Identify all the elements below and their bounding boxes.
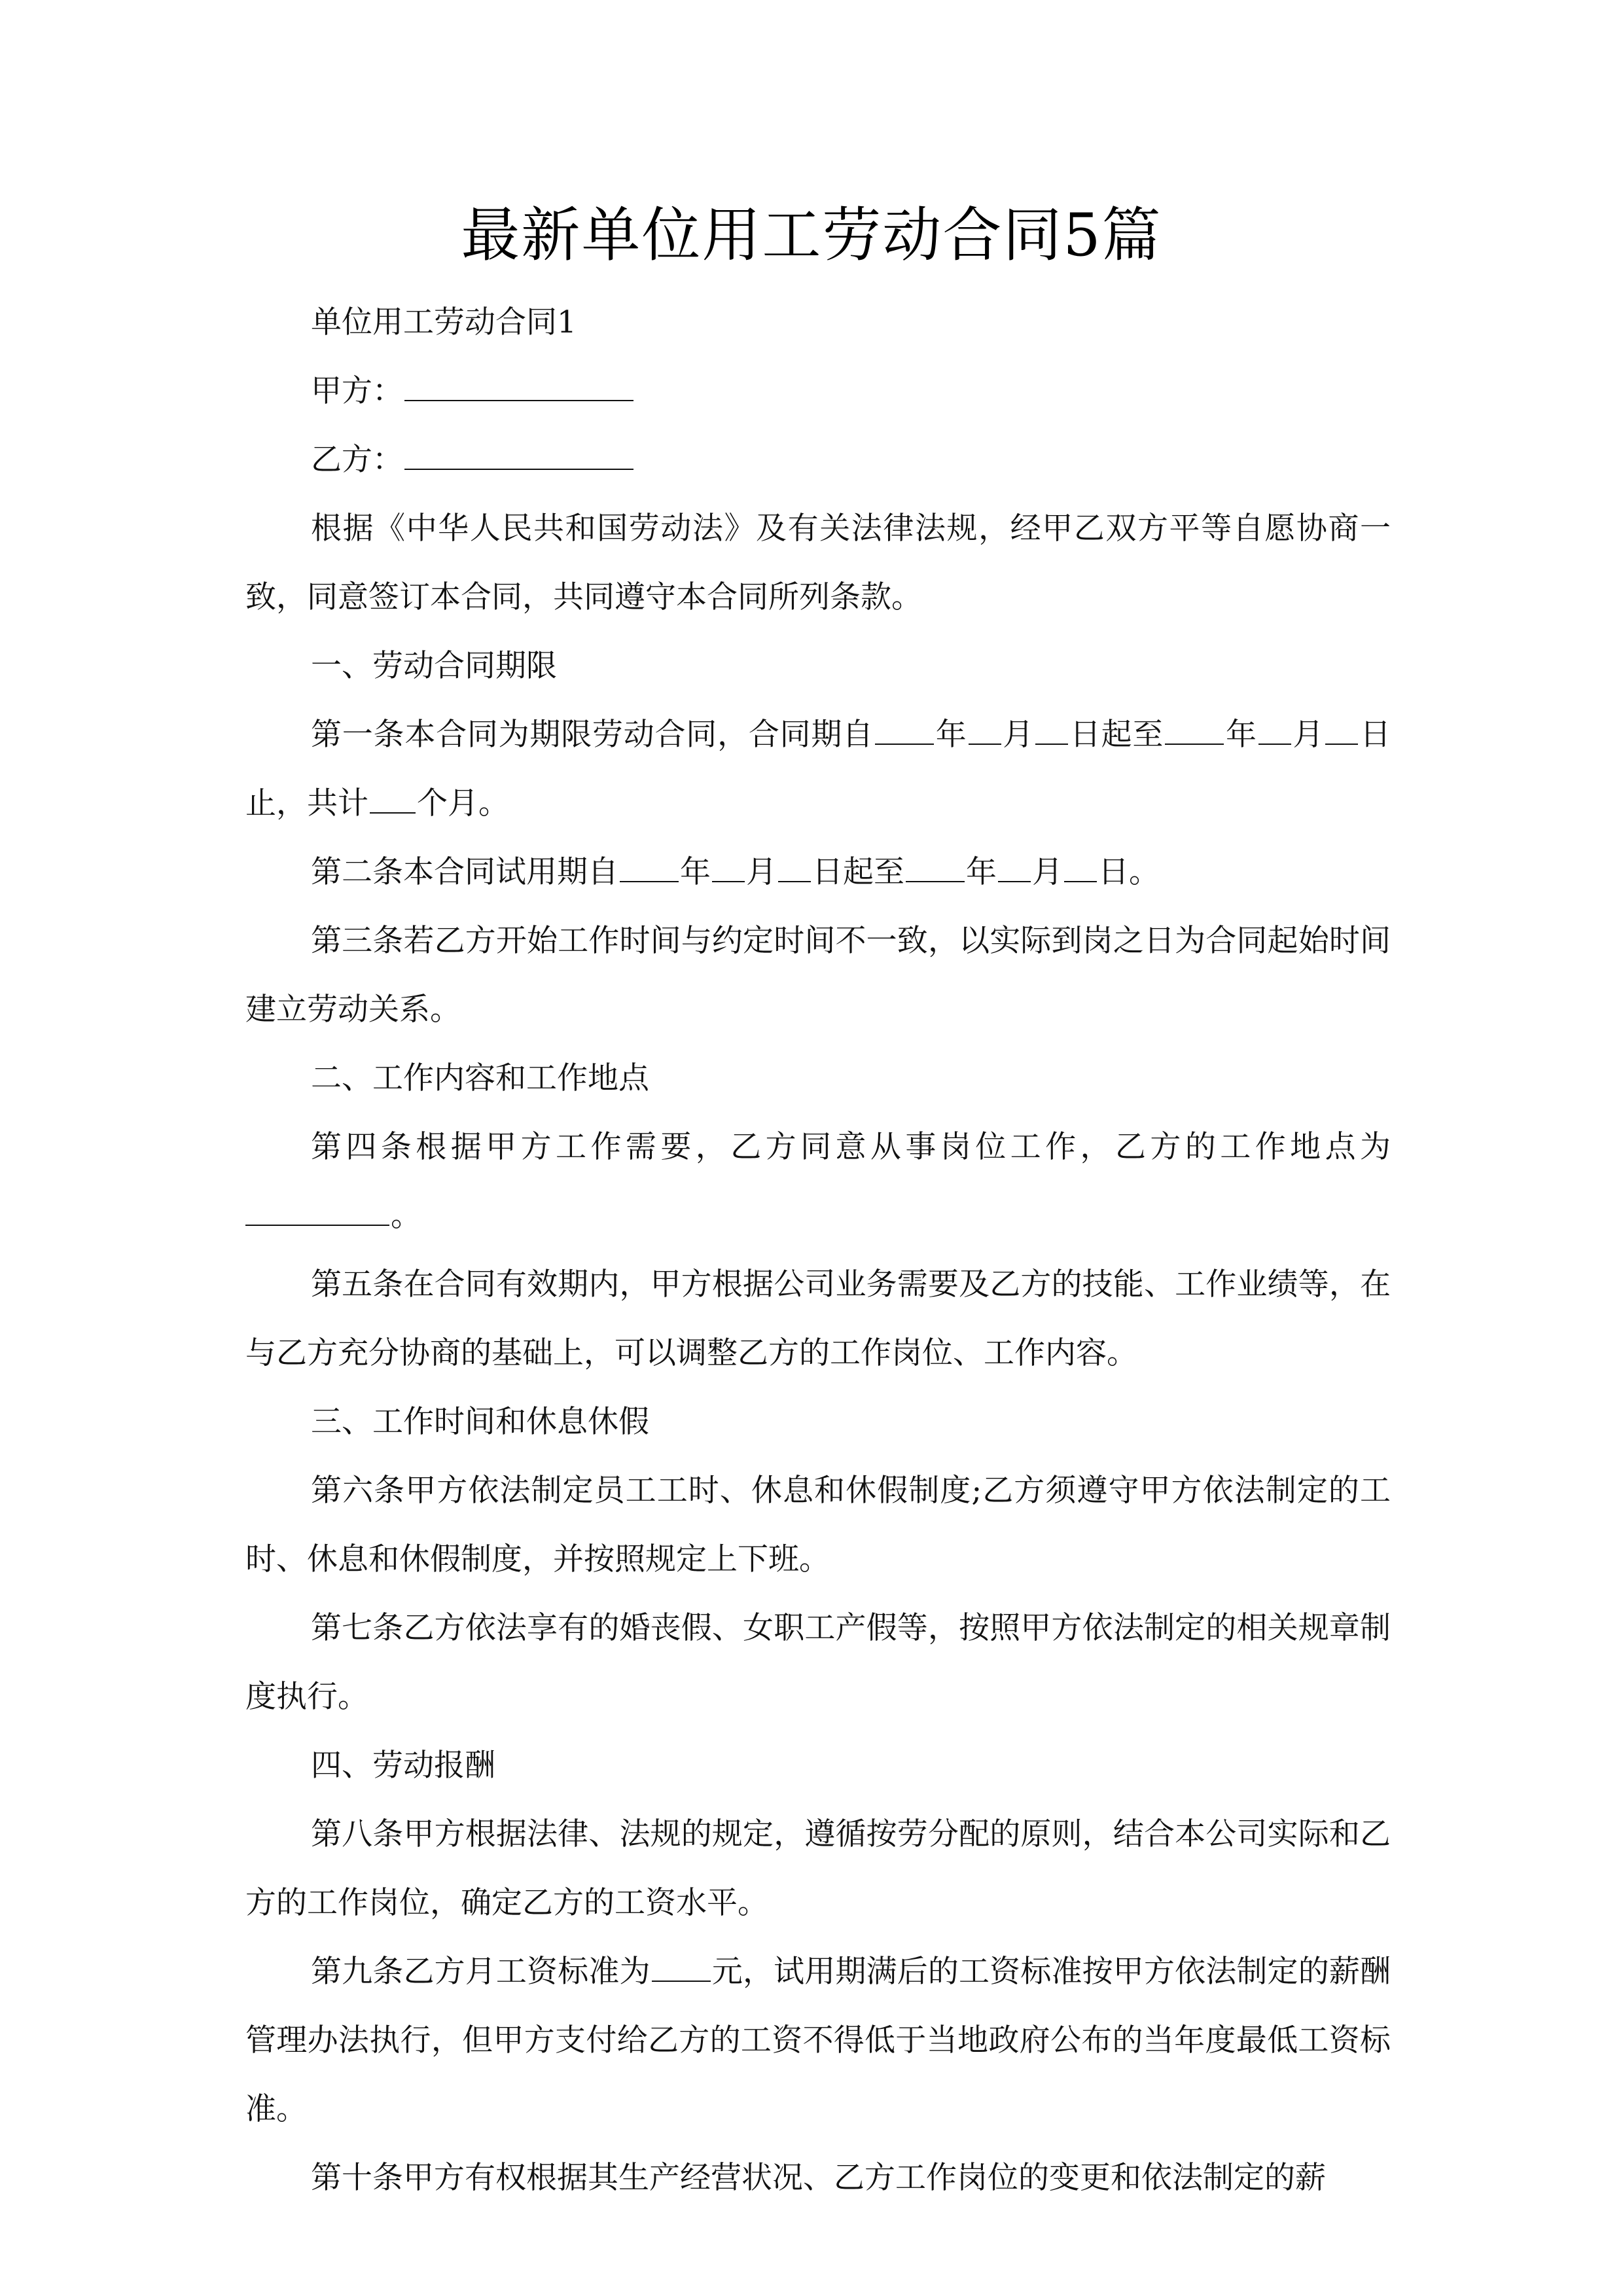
year-blank — [875, 715, 934, 745]
party-a-line — [245, 357, 1391, 425]
section-heading-3: 三、工作时间和休息休假 — [311, 1404, 649, 1440]
month-blank — [1258, 715, 1291, 745]
day-blank — [1325, 715, 1358, 745]
day-blank — [778, 852, 811, 882]
work-location-blank — [245, 1196, 389, 1226]
year-blank — [906, 852, 965, 882]
article-text: 个月。 — [417, 785, 509, 821]
article-text: 日止，共计 — [245, 717, 1391, 821]
article-1 — [245, 700, 1391, 838]
salary-blank — [652, 1952, 711, 1982]
article-text: 年 — [680, 854, 711, 890]
party-a-blank — [404, 371, 633, 401]
party-a-label: 甲方： — [311, 373, 403, 409]
article-text: 。 — [391, 1198, 421, 1234]
section-heading-1: 一、劳动合同期限 — [311, 648, 557, 684]
article-text: 年 — [1225, 717, 1257, 753]
article-7: 第七条乙方依法享有的婚丧假、女职工产假等，按照甲方依法制定的相关规章制度执行。 — [245, 1610, 1391, 1715]
section-heading-2: 二、工作内容和工作地点 — [311, 1060, 649, 1096]
section-heading-4: 四、劳动报酬 — [311, 1748, 495, 1784]
year-blank — [620, 852, 679, 882]
article-4 — [245, 1113, 1391, 1250]
article-2 — [245, 838, 1391, 906]
article-text: 元，试用期满后的工资标准按甲方依法制定的薪酬管理办法执行，但甲方支付给乙方的工资不得低于当地政府公布的当年度最低工资标准。 — [245, 1954, 1391, 2127]
article-text: 月 — [1002, 717, 1035, 753]
document-title: 最新单位用工劳动合同5篇 — [461, 201, 1162, 270]
article-text: 日起至 — [1069, 717, 1164, 753]
article-8: 第八条甲方根据法律、法规的规定，遵循按劳分配的原则，结合本公司实际和乙方的工作岗位，确定乙方的工资水平。 — [245, 1816, 1391, 1921]
party-b-label: 乙方： — [311, 442, 403, 478]
preamble-paragraph: 根据《中华人民共和国劳动法》及有关法律法规，经甲乙双方平等自愿协商一致，同意签订本合同，共同遵守本合同所列条款。 — [245, 511, 1391, 615]
day-blank — [1035, 715, 1068, 745]
article-5: 第五条在合同有效期内，甲方根据公司业务需要及乙方的技能、工作业绩等，在与乙方充分协商的基础上，可以调整乙方的工作岗位、工作内容。 — [245, 1266, 1391, 1371]
article-text: 年 — [966, 854, 997, 890]
article-10: 第十条甲方有权根据其生产经营状况、乙方工作岗位的变更和依法制定的薪 — [311, 2160, 1326, 2196]
article-text: 第二条本合同试用期自 — [311, 854, 618, 890]
article-text: 日。 — [1098, 854, 1160, 890]
article-text: 第九条乙方月工资标准为 — [311, 1954, 651, 1990]
month-blank — [969, 715, 1001, 745]
months-count-blank — [370, 783, 416, 814]
party-b-blank — [404, 440, 633, 470]
article-text: 第一条本合同为期限劳动合同，合同期自 — [311, 717, 874, 753]
article-text: 月 — [1032, 854, 1063, 890]
contract-subtitle: 单位用工劳动合同1 — [311, 304, 577, 340]
article-9 — [245, 1937, 1391, 2144]
document-body — [245, 288, 1391, 2212]
article-text: 日起至 — [812, 854, 904, 890]
article-6: 第六条甲方依法制定员工工时、休息和休假制度;乙方须遵守甲方依法制定的工时、休息和休假制度，并按照规定上下班。 — [245, 1473, 1391, 1577]
party-b-line — [245, 425, 1391, 494]
month-blank — [998, 852, 1031, 882]
article-3: 第三条若乙方开始工作时间与约定时间不一致，以实际到岗之日为合同起始时间建立劳动关系。 — [245, 923, 1391, 1028]
article-text: 第四条根据甲方工作需要，乙方同意从事岗位工作，乙方的工作地点为 — [311, 1129, 1391, 1165]
article-text: 月 — [746, 854, 777, 890]
day-blank — [1064, 852, 1097, 882]
month-blank — [712, 852, 745, 882]
article-text: 年 — [935, 717, 967, 753]
year-blank — [1165, 715, 1224, 745]
article-text: 月 — [1292, 717, 1325, 753]
